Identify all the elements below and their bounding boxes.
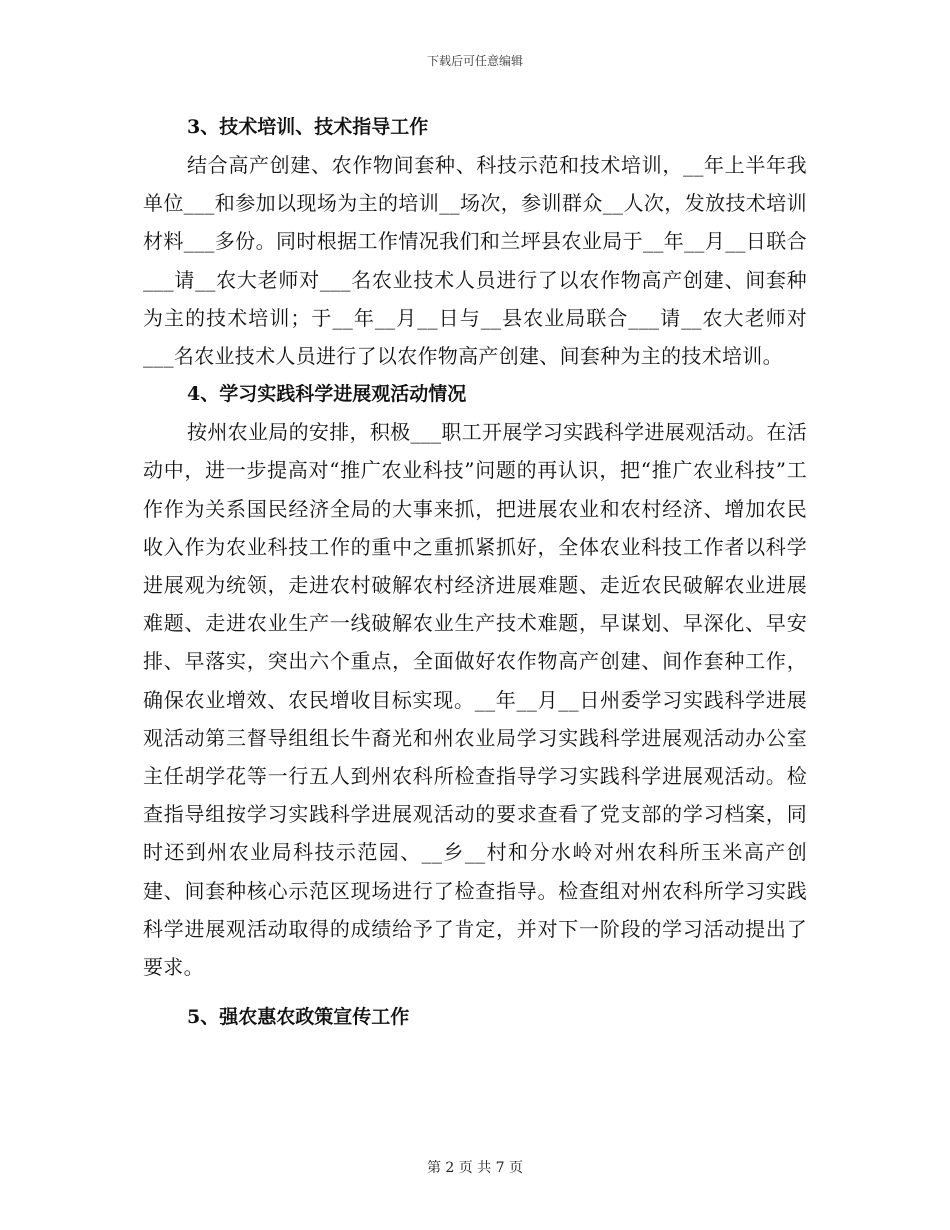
section-paragraph-3: 结合高产创建、农作物间套种、科技示范和技术培训，__年上半年我单位___和参加以现场为主的培训__场次，参训群众__人次，发放技术培训材料___多份。同时根据工作情况我们和兰坪县农业局于__年__月__日联合___请__农大老师对___名农业技术人员进行了以农作物高产创建、间套种为主的技术培训；于__年__月__日与__县农业局联合___请__农大老师对___名农业技术人员进行了以农作物高产创建、间套种为主的技术培训。 (143, 153, 807, 369)
section-paragraph-4: 按州农业局的安排，积极___职工开展学习实践科学进展观活动。在活动中，进一步提高对“推广农业科技”问题的再认识，把“推广农业科技”工作作为关系国民经济全局的大事来抓，把进展农业和农村经济、增加农民收入作为农业科技工作的重中之重抓紧抓好，全体农业科技工作者以科学进展观为统领，走进农村破解农村经济进展难题、走近农民破解农业进展难题、走进农业生产一线破解农业生产技术难题，早谋划、早深化、早安排、早落实，突出六个重点，全面做好农作物高产创建、间作套种工作，确保农业增效、农民增收目标实现。__年__月__日州委学习实践科学进展观活动第三督导组组长牛裔光和州农业局学习实践科学进展观活动办公室主任胡学花等一行五人到州农科所检查指导学习实践科学进展观活动。检查指导组按学习实践科学进展观活动的要求查看了党支部的学习档案，同时还到州农业局科技示范园、__乡__村和分水岭对州农科所玉米高产创建、间套种核心示范区现场进行了检查指导。检查组对州农科所学习实践科学进展观活动取得的成绩给予了肯定，并对下一阶段的学习活动提出了要求。 (143, 420, 807, 980)
page-number: 第 2 页 共 7 页 (426, 1160, 524, 1176)
section-heading-4: 4、学习实践科学进展观活动情况 (187, 383, 467, 406)
document-body (143, 108, 807, 1036)
header-note: 下载后可任意编辑 (426, 54, 523, 68)
section-heading-3: 3、技术培训、技术指导工作 (187, 116, 429, 138)
section-heading-5: 5、强农惠农政策宣传工作 (187, 1006, 410, 1029)
